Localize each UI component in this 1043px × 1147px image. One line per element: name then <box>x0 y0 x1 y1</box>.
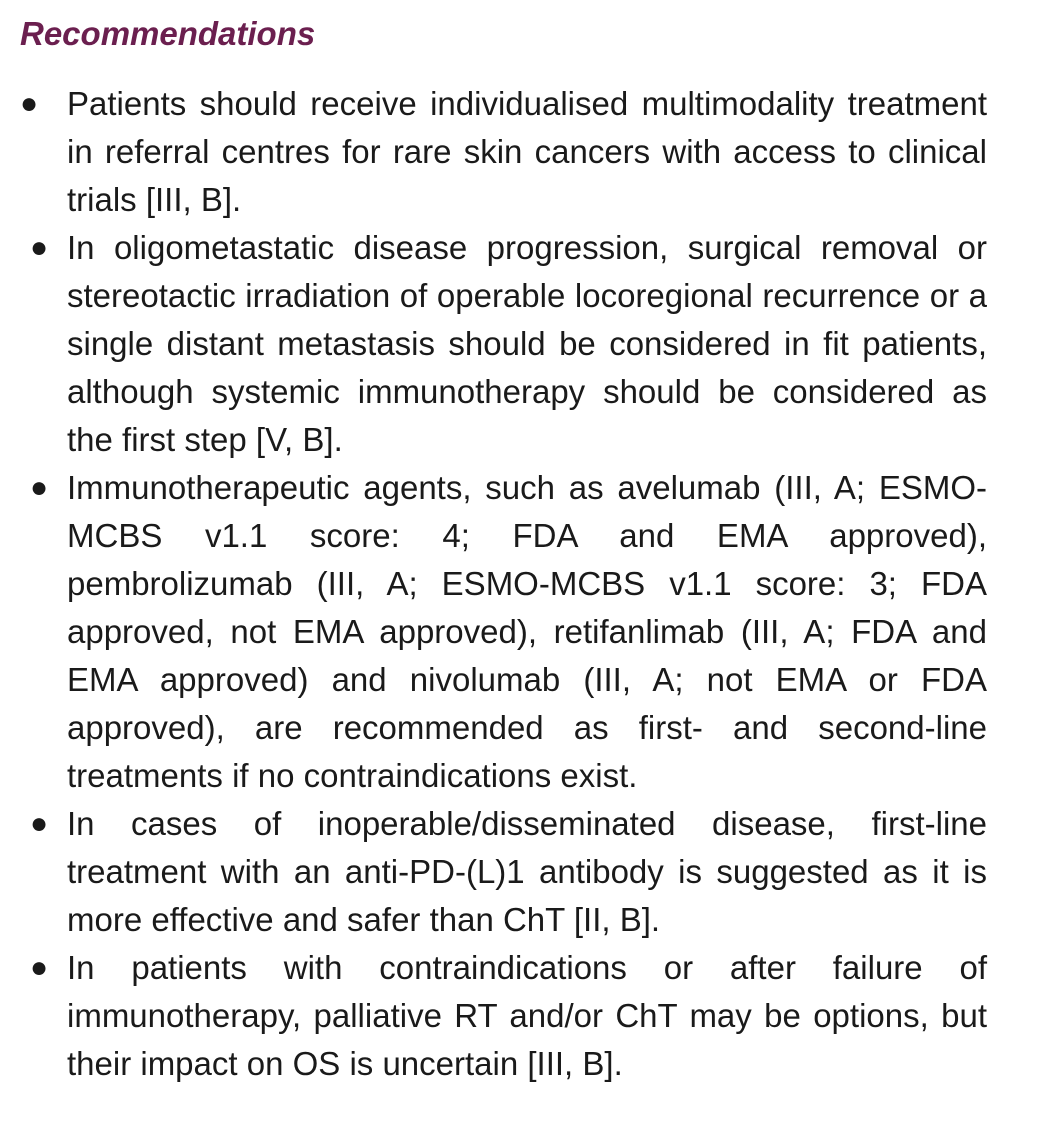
list-item <box>0 800 1043 944</box>
bullet-icon: ● <box>30 951 49 984</box>
section-heading: Recommendations <box>20 15 316 52</box>
list-item <box>0 464 1043 800</box>
bullet-icon: ● <box>20 87 39 120</box>
recommendation-text: In oligometastatic disease progression, surgical removal or stereotactic irradiation of operable locoregional recurrence or a single distant metastasis should be considered in fit patients, although systemic immunotherapy should be considered as the first step [V, B]. <box>67 229 987 458</box>
bullet-icon: ● <box>30 807 49 840</box>
recommendations-list <box>0 80 1043 1088</box>
list-item <box>0 80 1043 224</box>
recommendation-text: In cases of inoperable/disseminated disease, first-line treatment with an anti-PD-(L)1 antibody is suggested as it is more effective and safer than ChT [II, B]. <box>67 805 987 938</box>
recommendation-text: In patients with contraindications or after failure of immunotherapy, palliative RT and/or ChT may be options, but their impact on OS is uncertain [III, B]. <box>67 949 987 1082</box>
recommendation-text: Patients should receive individualised multimodality treatment in referral centres for rare skin cancers with access to clinical trials [III, B]. <box>67 85 987 218</box>
list-item <box>0 224 1043 464</box>
recommendation-text: Immunotherapeutic agents, such as avelumab (III, A; ESMO-MCBS v1.1 score: 4; FDA and EMA approved), pembrolizumab (III, A; ESMO-MCBS v1.1 score: 3; FDA approved, not EMA approved), retifanlimab (III, A; FDA and EMA approved) and nivolumab (III, A; not EMA or FDA approved), are recommended as first- and second-line treatments if no contraindications exist. <box>67 469 987 794</box>
bullet-icon: ● <box>30 231 49 264</box>
bullet-icon: ● <box>30 471 49 504</box>
list-item <box>0 944 1043 1088</box>
